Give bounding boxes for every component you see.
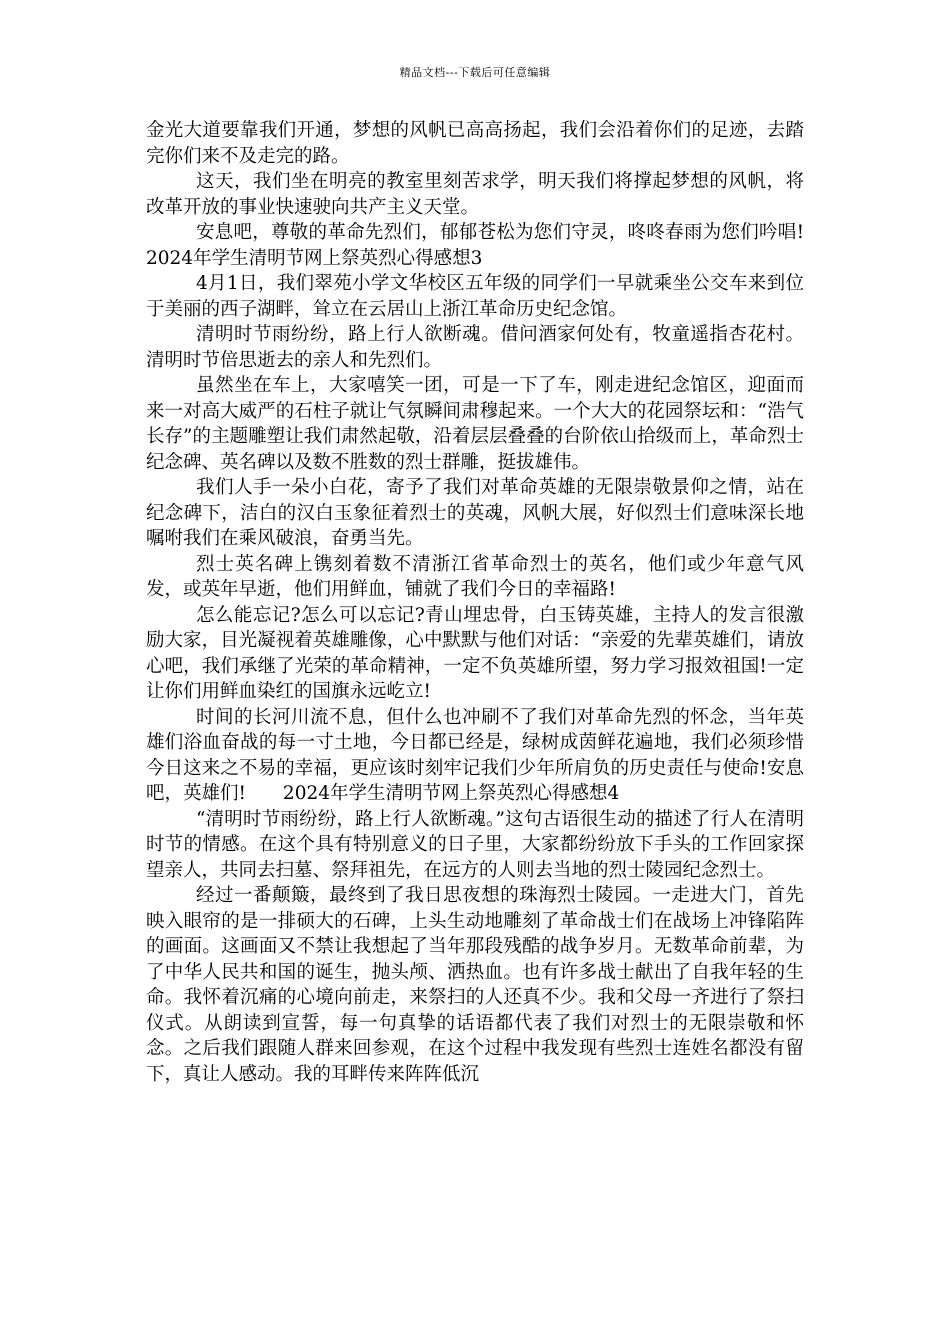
paragraph-12: 经过一番颠簸，最终到了我日思夜想的珠海烈士陵园。一走进大门，首先映入眼帘的是一排硕大的石碑，上头生动地雕刻了革命战士们在战场上冲锋陷阵的画面。这画面又不禁让我想起了当年那段残酷的战争岁月。无数革命前辈，为了中华人民共和国的诞生，抛头颅、洒热血。也有许多战士献出了自我年轻的生命。我怀着沉痛的心境向前走，来祭扫的人还真不少。我和父母一齐进行了祭扫仪式。从朗读到宣誓，每一句真挚的话语都代表了我们对烈士的无限崇敬和怀念。之后我们跟随人群来回参观，在这个过程中我发现有些烈士连姓名都没有留下，真让人感动。我的耳畔传来阵阵低沉 [146,885,804,1085]
paragraph-3: 安息吧，尊敬的革命先烈们，郁郁苍松为您们守灵，咚咚春雨为您们吟唱! 2024年学生清明节网上祭英烈心得感想3 [146,222,842,269]
paragraph-2: 这天，我们坐在明亮的教室里刻苦求学，明天我们将撑起梦想的风帆，将改革开放的事业快速驶向共产主义天堂。 [146,171,804,218]
document-body [146,118,842,1087]
page-header: 精品文档---下载后可任意编辑 [399,66,551,79]
paragraph-11: “清明时节雨纷纷，路上行人欲断魂。”这句古语很生动的描述了行人在清明时节的情感。在这个具有特别意义的日子里，大家都纷纷放下手头的工作回家探望亲人，共同去扫墓、祭拜祖先，在远方的人则去当地的烈士陵园纪念烈士。 [146,808,804,881]
paragraph-6: 虽然坐在车上，大家嘻笑一团，可是一下了车，刚走进纪念馆区，迎面而来一对高大威严的石柱子就让气氛瞬间肃穆起来。一个大大的花园祭坛和：“浩气长存”的主题雕塑让我们肃然起敬，沿着层层叠叠的台阶依山拾级而上，革命烈士纪念碑、英名碑以及数不胜数的烈士群雕，挺拔雄伟。 [146,375,804,473]
paragraph-4: 4月1日，我们翠苑小学文华校区五年级的同学们一早就乘坐公交车来到位于美丽的西子湖畔，耸立在云居山上浙江革命历史纪念馆。 [146,273,804,320]
paragraph-1: 金光大道要靠我们开通，梦想的风帆已高高扬起，我们会沿着你们的足迹，去踏完你们来不及走完的路。 [146,120,804,167]
paragraph-9: 怎么能忘记?怎么可以忘记?青山埋忠骨，白玉铸英雄，主持人的发言很激励大家，目光凝视着英雄雕像，心中默默与他们对话：“亲爱的先辈英雄们，请放心吧，我们承继了光荣的革命精神，一定不负英雄所望，努力学习报效祖国!一定让你们用鲜血染红的国旗永远屹立! [146,604,804,702]
paragraph-10: 时间的长河川流不息，但什么也冲刷不了我们对革命先烈的怀念，当年英雄们浴血奋战的每一寸土地，今日都已经是，绿树成茵鲜花遍地，我们必须珍惜今日这来之不易的幸福，更应该时刻牢记我们少年所肩负的历史责任与使命!安息吧，英雄们! 2024年学生清明节网上祭英烈心得感想4 [146,706,804,804]
paragraph-5: 清明时节雨纷纷，路上行人欲断魂。借问酒家何处有，牧童遥指杏花村。清明时节倍思逝去的亲人和先烈们。 [146,324,804,371]
paragraph-8: 烈士英名碑上镌刻着数不清浙江省革命烈士的英名，他们或少年意气风发，或英年早逝，他们用鲜血，铺就了我们今日的幸福路! [146,553,804,600]
paragraph-7: 我们人手一朵小白花，寄予了我们对革命英雄的无限崇敬景仰之情，站在纪念碑下，洁白的汉白玉象征着烈士的英魂，风帆大展，好似烈士们意味深长地嘱咐我们在乘风破浪，奋勇当先。 [146,477,804,549]
